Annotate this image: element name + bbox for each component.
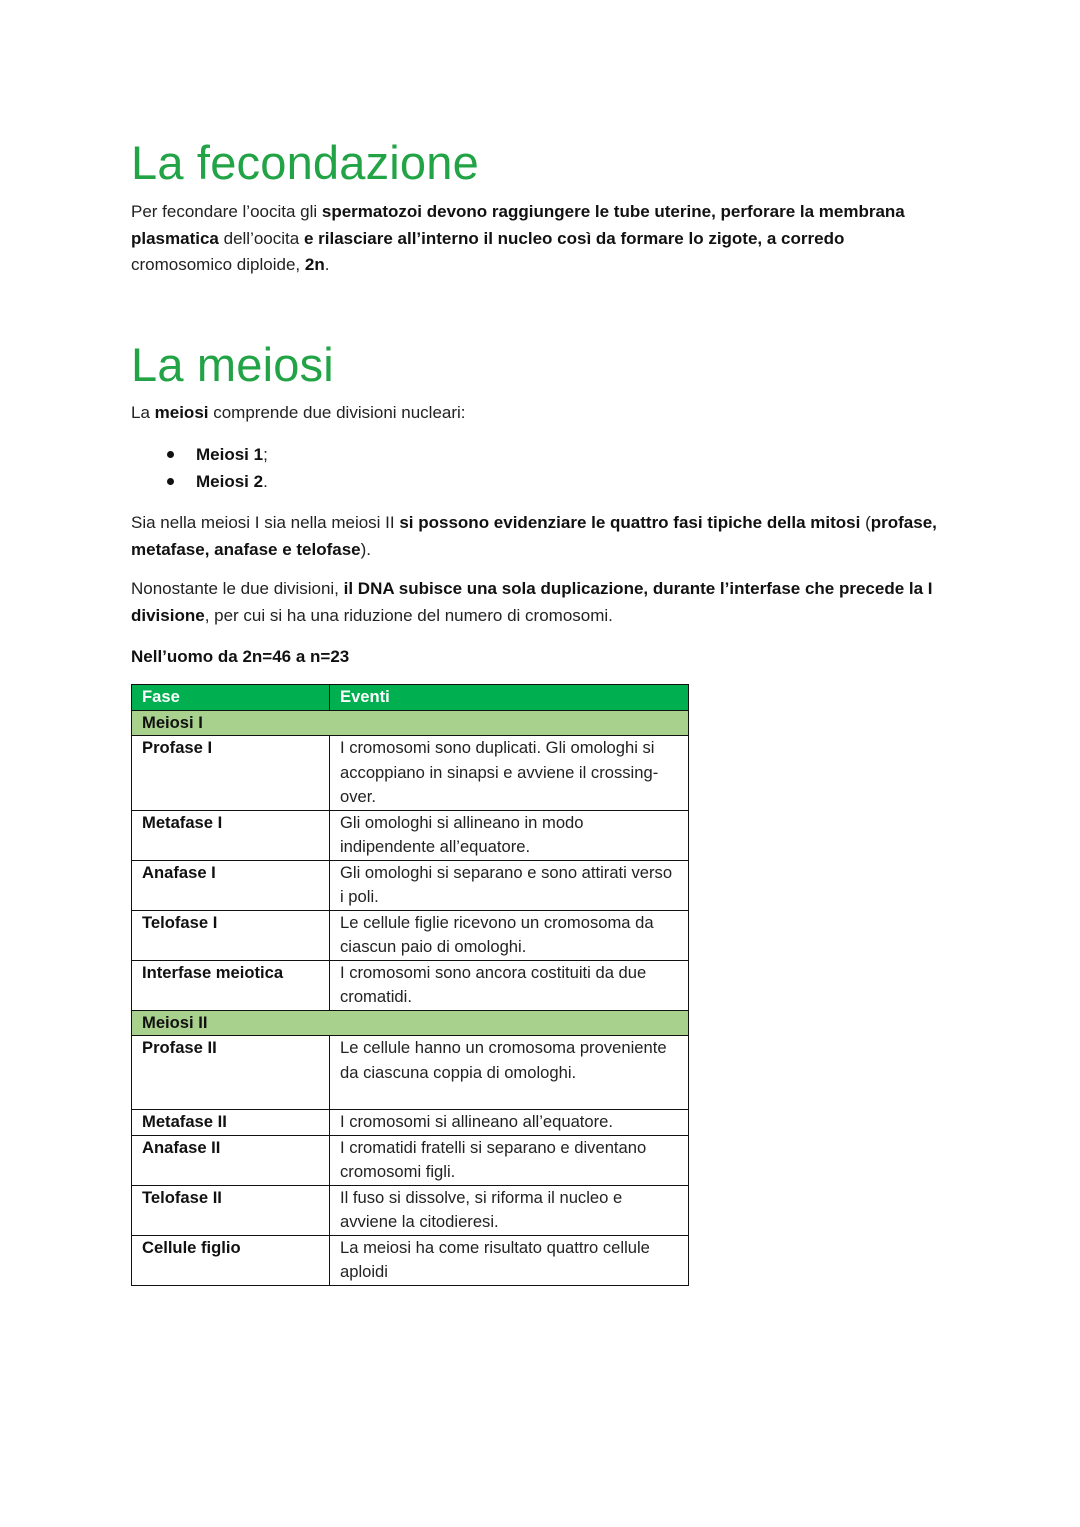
phase-name: Cellule figlio xyxy=(132,1235,330,1285)
table-row xyxy=(132,1110,689,1136)
text-segment: La xyxy=(131,403,155,422)
phase-events: I cromosomi sono ancora costituiti da due cromatidi. xyxy=(330,960,689,1010)
table-row xyxy=(132,1135,689,1185)
phase-events: I cromosomi si allineano all’equatore. xyxy=(330,1110,689,1136)
table-row xyxy=(132,1185,689,1235)
human-chromosome-note xyxy=(131,644,946,671)
text-segment: dell’oocita xyxy=(218,228,304,248)
phase-name: Anafase II xyxy=(132,1135,330,1185)
phase-events: Gli omologhi si separano e sono attirati verso i poli. xyxy=(330,860,689,910)
header-fase: Fase xyxy=(132,685,330,711)
phase-events: La meiosi ha come risultato quattro cellule aploidi xyxy=(330,1235,689,1285)
table-group-row xyxy=(132,1010,689,1036)
bold-text: Meiosi 2 xyxy=(196,472,264,491)
group-label: Meiosi I xyxy=(132,710,689,736)
bullet-meiosi-2 xyxy=(131,468,268,495)
table-row xyxy=(132,910,689,960)
bold-text: si possono evidenziare le quattro fasi tipiche della mitosi xyxy=(399,513,861,532)
bold-text: Meiosi 1 xyxy=(196,445,264,464)
duplication-paragraph xyxy=(131,576,946,629)
text-segment: Per fecondare l’oocita gli xyxy=(131,202,322,221)
group-label: Meiosi II xyxy=(132,1010,689,1036)
phase-name: Telofase II xyxy=(132,1185,330,1235)
text-segment: ; xyxy=(263,445,268,464)
fecondazione-paragraph xyxy=(131,199,946,279)
text-segment: cromosomico diploide, xyxy=(131,255,305,274)
bold-text: spermatozoi devono raggiungere le tube uterine, perforare la membrana plasmatica xyxy=(131,202,905,248)
meiosi-intro xyxy=(131,400,946,427)
text-segment: ( xyxy=(860,513,871,532)
phase-events: Le cellule figlie ricevono un cromosoma da ciascun paio di omologhi. xyxy=(330,910,689,960)
phases-paragraph xyxy=(131,510,946,563)
phase-name: Profase I xyxy=(132,736,330,811)
phase-name: Telofase I xyxy=(132,910,330,960)
text-segment: comprende due divisioni nucleari: xyxy=(208,403,466,422)
bold-text: il DNA subisce una sola duplicazione, durante l’interfase che precede la I divisione xyxy=(131,579,933,625)
header-eventi: Eventi xyxy=(330,685,689,711)
bold-text: 2n xyxy=(304,255,325,274)
text-segment: . xyxy=(263,472,268,491)
bold-text: meiosi xyxy=(154,403,209,422)
phase-events: Gli omologhi si allineano in modo indipendente all’equatore. xyxy=(330,810,689,860)
text-segment: Nonostante le due divisioni, xyxy=(131,579,344,598)
bold-text: profase, metafase, anafase e telofase xyxy=(131,513,937,559)
table-row xyxy=(132,860,689,910)
phase-name: Profase II xyxy=(132,1036,330,1110)
bold-text: Nell’uomo da 2n=46 a n=23 xyxy=(131,647,350,666)
table-row xyxy=(132,1036,689,1110)
text-segment: ). xyxy=(360,539,372,559)
phase-events: Le cellule hanno un cromosoma proveniente da ciascuna coppia di omologhi. xyxy=(330,1036,689,1110)
phase-name: Interfase meiotica xyxy=(132,960,330,1010)
phase-events: I cromosomi sono duplicati. Gli omologhi si accoppiano in sinapsi e avviene il crossing-over. xyxy=(330,736,689,811)
meiosis-phases-table xyxy=(131,684,689,1286)
table-row xyxy=(132,810,689,860)
text-segment: Sia nella meiosi I sia nella meiosi II xyxy=(131,513,400,532)
text-segment: , per cui si ha una riduzione del numero di cromosomi. xyxy=(204,605,613,625)
table-row xyxy=(132,1235,689,1285)
phase-events: Il fuso si dissolve, si riforma il nucleo e avviene la citodieresi. xyxy=(330,1185,689,1235)
fecondazione-title: La fecondazione xyxy=(131,136,479,189)
text-segment: . xyxy=(324,255,330,274)
bullet-meiosi-1 xyxy=(131,441,268,468)
phase-name: Anafase I xyxy=(132,860,330,910)
table-header-row xyxy=(132,685,689,711)
table-row xyxy=(132,960,689,1010)
bold-text: e rilasciare all’interno il nucleo così da formare lo zigote, a corredo xyxy=(303,228,845,248)
table-row xyxy=(132,736,689,811)
table-group-row xyxy=(132,710,689,736)
phase-name: Metafase II xyxy=(132,1110,330,1136)
meiosi-title: La meiosi xyxy=(131,338,334,391)
phase-events: I cromatidi fratelli si separano e diventano cromosomi figli. xyxy=(330,1135,689,1185)
phase-name: Metafase I xyxy=(132,810,330,860)
meiosi-bullet-list xyxy=(131,441,268,495)
